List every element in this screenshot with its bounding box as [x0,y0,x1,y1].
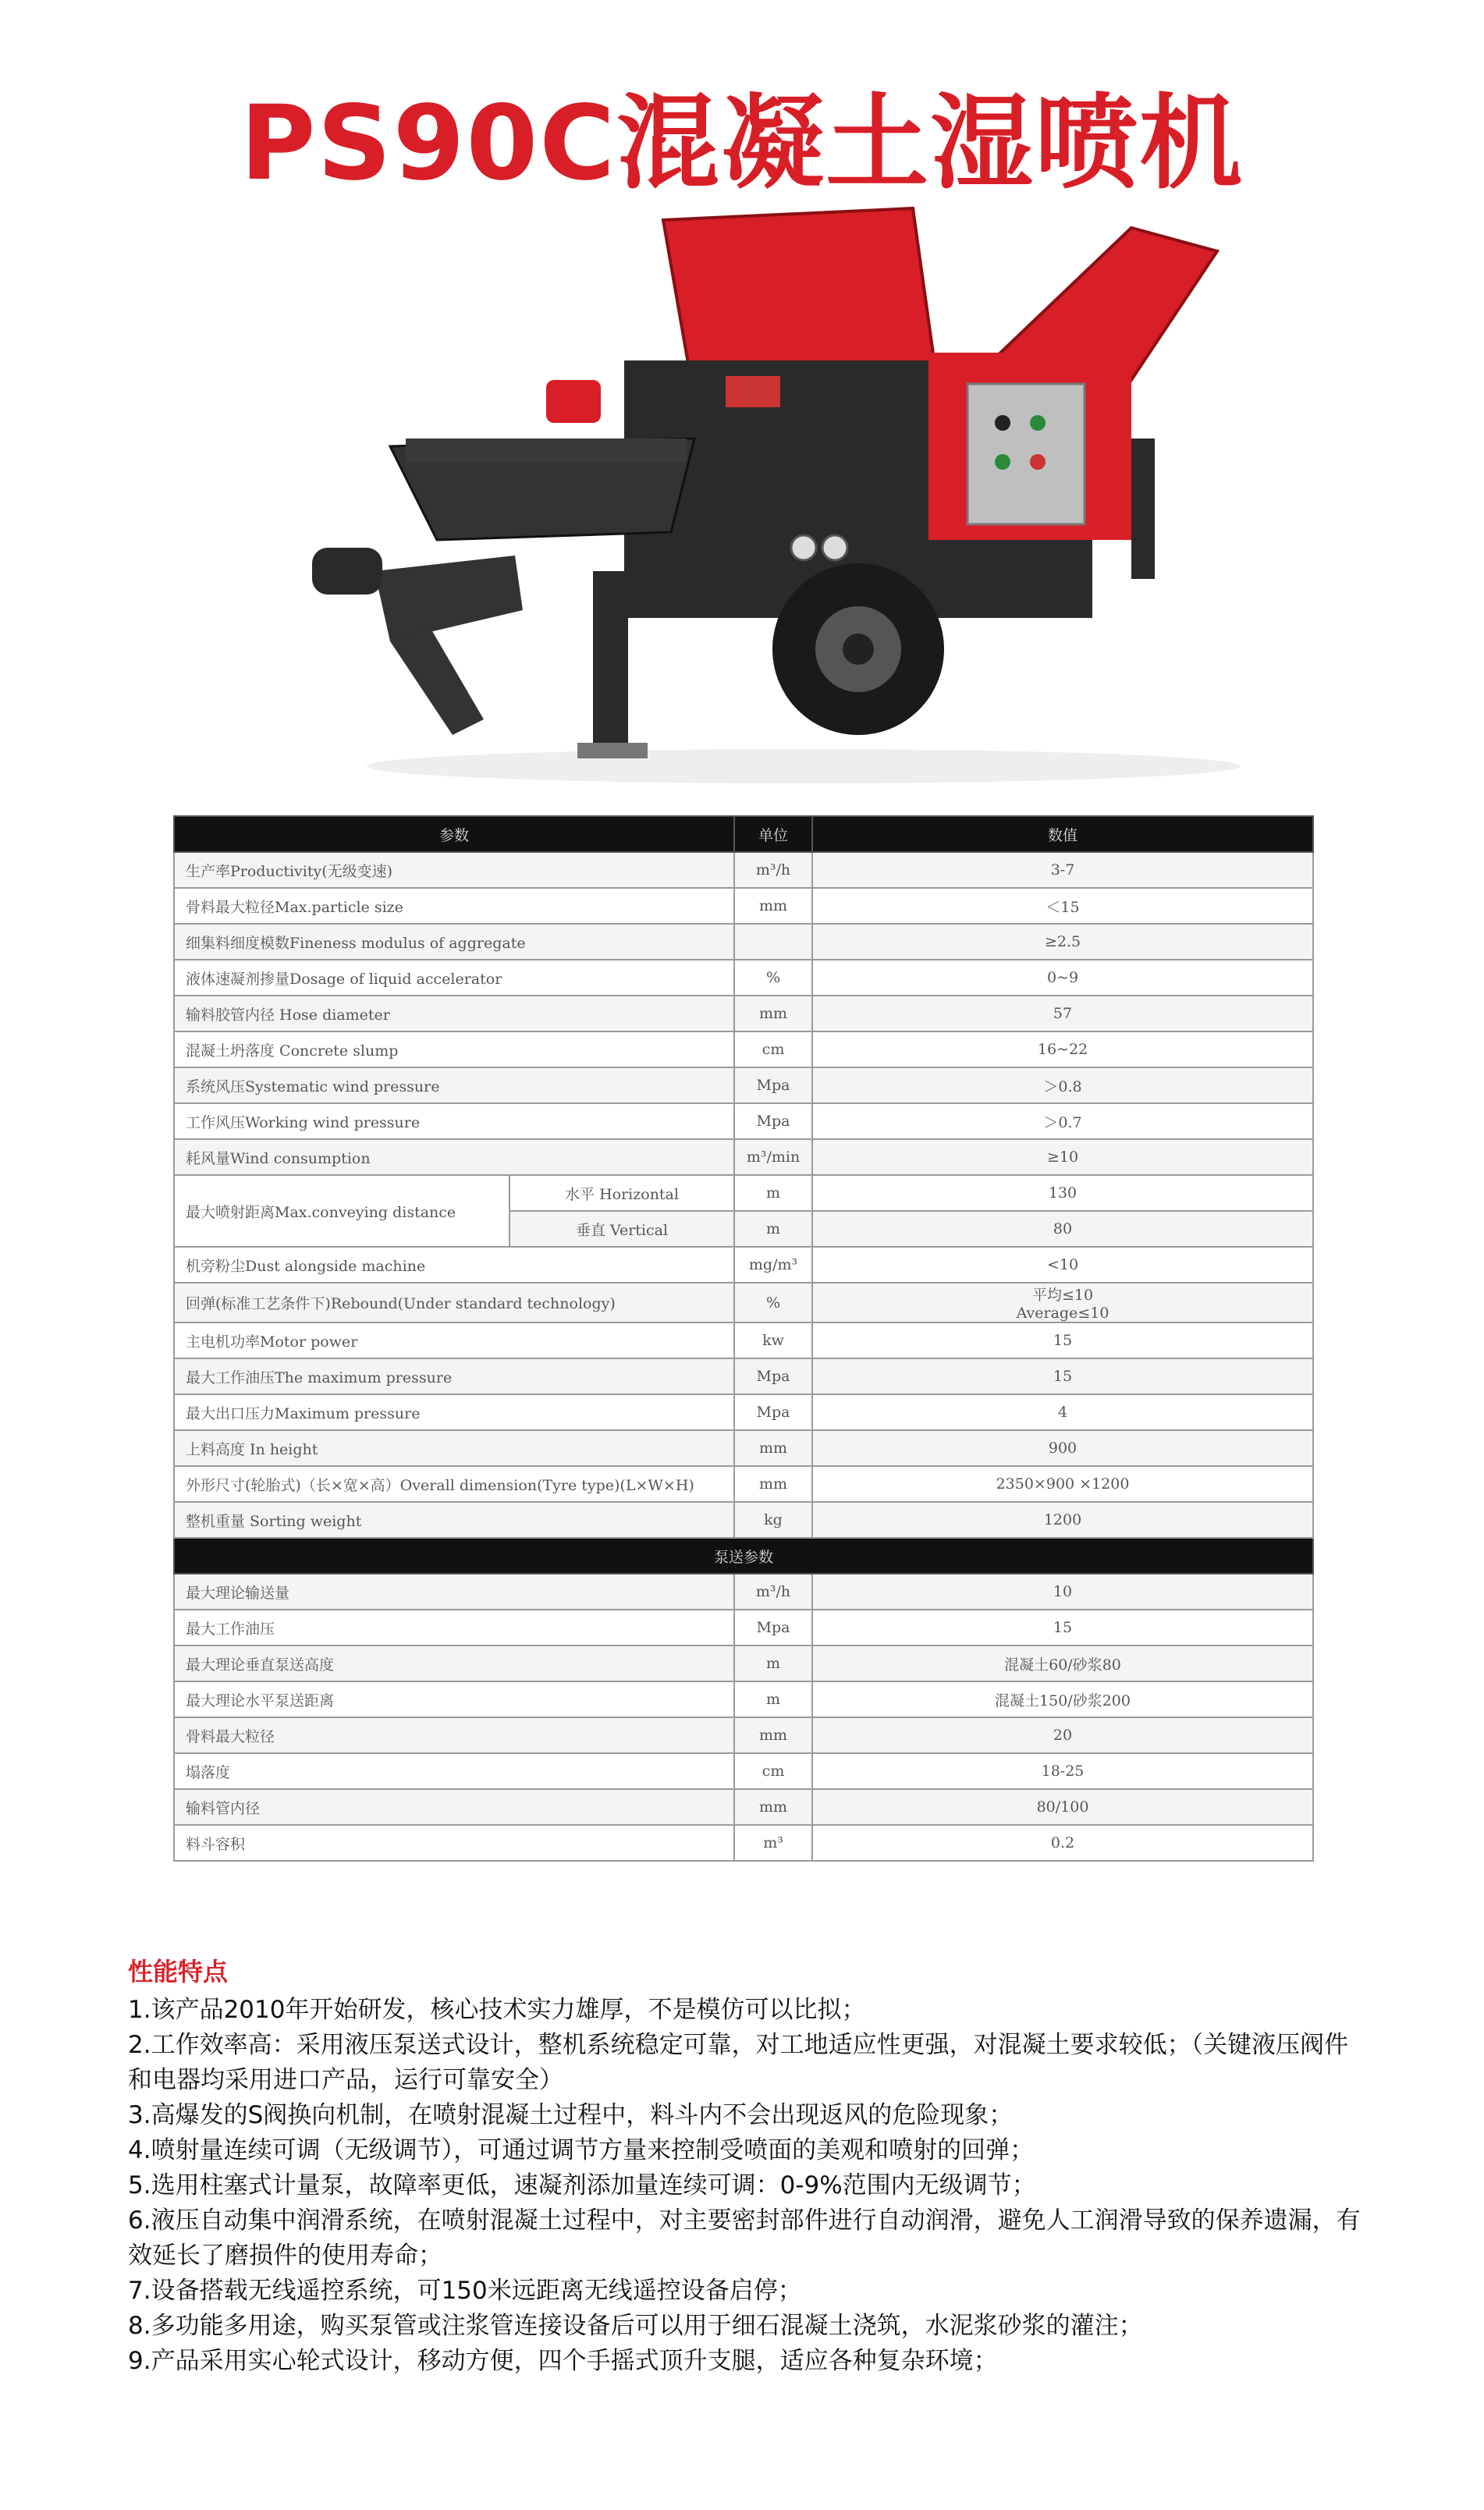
table-row: 整机重量 Sorting weight kg 1200 [174,1502,1313,1538]
table-row: 系统风压Systematic wind pressure Mpa ＞0.8 [174,1067,1313,1103]
features-section [128,1952,1361,2379]
table-row: 最大工作油压 Mpa 15 [174,1610,1313,1646]
section-header-row [174,1538,1313,1574]
table-row: 垂直 Vertical m 80 [174,1211,1313,1247]
distance-horizontal-label: 水平 Horizontal [509,1175,734,1211]
table-row: 混凝土坍落度 Concrete slump cm 16~22 [174,1031,1313,1067]
table-row: 生产率Productivity(无级变速) m³/h 3-7 [174,852,1313,888]
feature-item: 1.该产品2010年开始研发，核心技术实力雄厚，不是模仿可以比拟； [128,1996,866,2024]
table-row: 骨料最大粒径 mm 20 [174,1717,1313,1753]
distance-vertical-label: 垂直 Vertical [509,1211,734,1247]
spec-table [173,815,1314,1862]
table-row: 液体速凝剂掺量Dosage of liquid accelerator % 0~9 [174,960,1313,996]
table-row: 骨料最大粒径Max.particle size mm ＜15 [174,888,1313,924]
table-row: 上料高度 In height mm 900 [174,1430,1313,1466]
table-row: 最大理论输送量 m³/h 10 [174,1574,1313,1610]
features-heading: 性能特点 [128,1957,229,1986]
table-row: 最大理论垂直泵送高度 m 混凝土60/砂浆80 [174,1646,1313,1681]
distance-param: 最大喷射距离Max.conveying distance [174,1175,509,1247]
table-header-row [174,816,1313,852]
feature-item: 2.工作效率高：采用液压泵送式设计，整机系统稳定可靠，对工地适应性更强，对混凝土要求较低；（关键液压阀件和电器均采用进口产品，运行可靠安全） [128,2031,1349,2094]
table-row: 回弹(标准工艺条件下)Rebound(Under standard technology) % 平均≤10 Average≤10 [174,1283,1313,1322]
header-param: 参数 [174,816,734,852]
table-row: 最大工作油压The maximum pressure Mpa 15 [174,1358,1313,1394]
feature-item: 7.设备搭载无线遥控系统，可150米远距离无线遥控设备启停； [128,2277,802,2305]
table-row: 细集料细度模数Fineness modulus of aggregate ≥2.5 [174,924,1313,960]
feature-item: 5.选用柱塞式计量泵，故障率更低，速凝剂添加量连续可调：0-9%范围内无级调节； [128,2171,1036,2199]
header-value: 数值 [812,816,1313,852]
table-row: 耗风量Wind consumption m³/min ≥10 [174,1139,1313,1175]
feature-item: 9.产品采用实心轮式设计，移动方便，四个手摇式顶升支腿，适应各种复杂环境； [128,2347,998,2375]
machine-photo [257,204,1287,797]
table-row: 主电机功率Motor power kw 15 [174,1322,1313,1358]
table-row: 塌落度 cm 18-25 [174,1753,1313,1789]
table-row: 输料胶管内径 Hose diameter mm 57 [174,996,1313,1031]
section-title: 泵送参数 [174,1538,1313,1574]
table-row: 最大喷射距离Max.conveying distance 水平 Horizontal m 130 [174,1175,1313,1211]
header-unit: 单位 [734,816,812,852]
table-row: 输料管内径 mm 80/100 [174,1789,1313,1825]
table-row: 工作风压Working wind pressure Mpa ＞0.7 [174,1103,1313,1139]
table-row: 外形尺寸(轮胎式)（长×宽×高）Overall dimension(Tyre type)(L×W×H) mm 2350×900 ×1200 [174,1466,1313,1502]
table-row: 料斗容积 m³ 0.2 [174,1825,1313,1861]
table-row: 机旁粉尘Dust alongside machine mg/m³ <10 [174,1247,1313,1283]
table-row: 最大出口压力Maximum pressure Mpa 4 [174,1394,1313,1430]
page-title: PS90C混凝土湿喷机 [240,83,1244,204]
feature-item: 6.液压自动集中润滑系统，在喷射混凝土过程中，对主要密封部件进行自动润滑，避免人工润滑导致的保养遗漏，有效延长了磨损件的使用寿命； [128,2206,1361,2270]
feature-item: 8.多功能多用途，购买泵管或注浆管连接设备后可以用于细石混凝土浇筑，水泥浆砂浆的灌注； [128,2312,1143,2340]
feature-item: 4.喷射量连续可调（无级调节），可通过调节方量来控制受喷面的美观和喷射的回弹； [128,2136,1035,2164]
table-row: 最大理论水平泵送距离 m 混凝土150/砂浆200 [174,1681,1313,1717]
feature-item: 3.高爆发的S阀换向机制，在喷射混凝土过程中，料斗内不会出现返风的危险现象； [128,2101,1014,2129]
